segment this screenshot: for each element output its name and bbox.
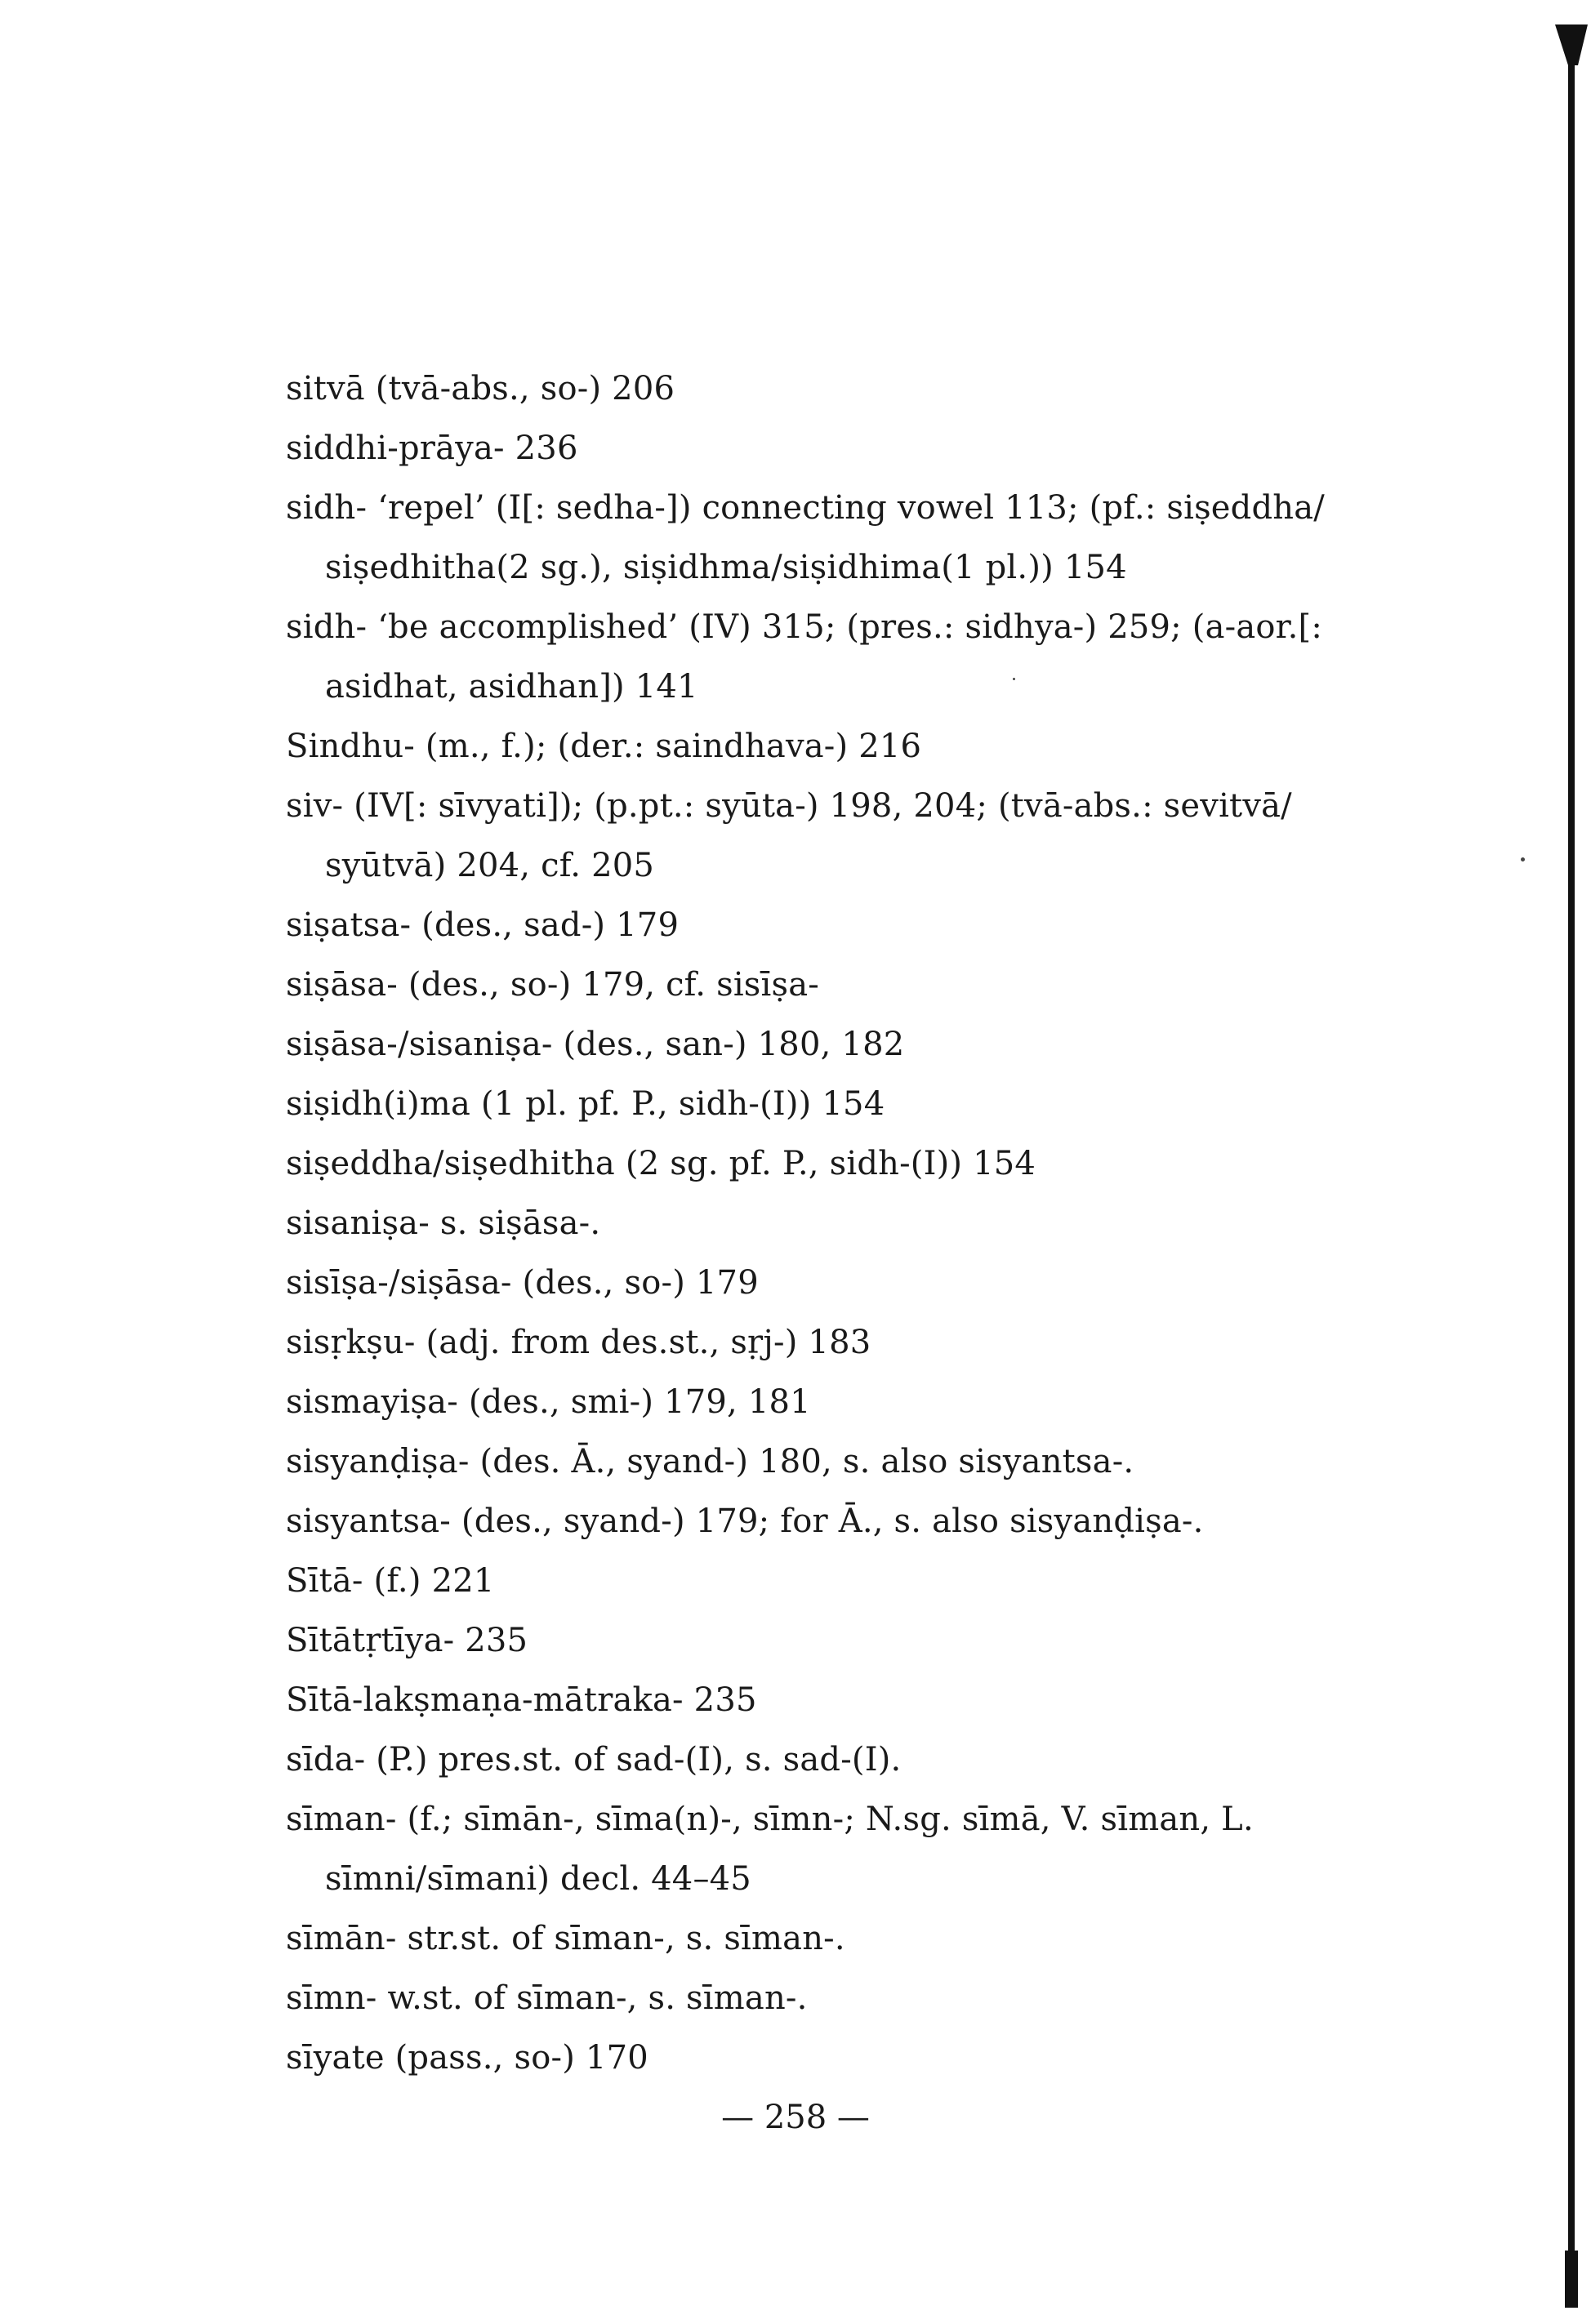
index-entry-text: sisyanḍiṣa- (des. Ā., syand-) 180, s. also sisyantsa-. <box>286 1443 1134 1480</box>
index-entry-text: sisṛkṣu- (adj. from des.st., sṛj-) 183 <box>286 1324 871 1361</box>
index-entry-text: Sītā-lakṣmaṇa-mātraka- 235 <box>286 1681 757 1719</box>
index-entry <box>286 1909 1413 1969</box>
index-entry <box>286 1194 1413 1253</box>
index-entry-text: Sindhu- (m., f.); (der.: saindhava-) 216 <box>286 728 922 765</box>
index-entry <box>286 1313 1413 1373</box>
index-entry <box>286 1432 1413 1492</box>
index-entry <box>286 479 1413 598</box>
index-entry-text: siv- (IV[: sīvyati]); (p.pt.: syūta-) 198, 204; (tvā-abs.: sevitvā/ <box>286 787 1292 825</box>
index-entry <box>286 1015 1413 1075</box>
index-entry-text: Sītātṛtīya- 235 <box>286 1622 528 1659</box>
index-entry <box>286 1373 1413 1432</box>
index-entry-text: siṣeddha/siṣedhitha (2 sg. pf. P., sidh-(I)) 154 <box>286 1145 1036 1182</box>
index-entry-text: sismayiṣa- (des., smi-) 179, 181 <box>286 1383 811 1421</box>
index-entry-text: sīmn- w.st. of sīman-, s. sīman-. <box>286 1979 808 2017</box>
index-entry <box>286 1969 1413 2028</box>
index-entry <box>286 1492 1413 1552</box>
index-entry <box>286 2028 1413 2088</box>
index-entry <box>286 896 1413 955</box>
index-entry-text: sīmān- str.st. of sīman-, s. sīman-. <box>286 1920 845 1957</box>
index-entry <box>286 1790 1413 1909</box>
index-entry <box>286 1552 1413 1611</box>
index-entry <box>286 1134 1413 1194</box>
index-entry <box>286 717 1413 777</box>
index-entry-text: sisīṣa-/siṣāsa- (des., so-) 179 <box>286 1264 759 1302</box>
index-entry-text: Sītā- (f.) 221 <box>286 1562 495 1600</box>
index-entry-text: sisaniṣa- s. siṣāsa-. <box>286 1204 601 1242</box>
page-edge-binding <box>1555 0 1591 2324</box>
edge-bar-line <box>1568 33 1575 2303</box>
scan-speck <box>1013 678 1015 680</box>
index-entry <box>286 1075 1413 1134</box>
edge-bar-foot <box>1565 2251 1578 2308</box>
index-entry-continuation: siṣedhitha(2 sg.), siṣidhma/siṣidhima(1 pl.)) 154 <box>325 549 1127 586</box>
index-entry <box>286 419 1413 479</box>
index-entry-text: sidh- ‘repel’ (I[: sedha-]) connecting vowel 113; (pf.: siṣeddha/ <box>286 489 1325 527</box>
index-entry <box>286 1253 1413 1313</box>
index-entry-text: siṣidh(i)ma (1 pl. pf. P., sidh-(I)) 154 <box>286 1085 885 1123</box>
index-entry-text: sidh- ‘be accomplished’ (IV) 315; (pres.: sidhya-) 259; (a-aor.[: <box>286 608 1322 646</box>
index-entry-text: sīman- (f.; sīmān-, sīma(n)-, sīmn-; N.sg. sīmā, V. sīman, L. <box>286 1801 1254 1838</box>
index-entry-text: sīyate (pass., so-) 170 <box>286 2039 648 2077</box>
index-entry <box>286 955 1413 1015</box>
index-entry <box>286 359 1413 419</box>
index-entry-text: siddhi-prāya- 236 <box>286 430 578 467</box>
index-entry-text: sitvā (tvā-abs., so-) 206 <box>286 370 675 407</box>
page-number: — 258 — <box>721 2099 870 2136</box>
index-entry-text: siṣatsa- (des., sad-) 179 <box>286 906 680 944</box>
index-entry <box>286 777 1413 896</box>
index-entry-continuation: asidhat, asidhan]) 141 <box>325 668 698 706</box>
index-entry-continuation: sīmni/sīmani) decl. 44–45 <box>325 1860 751 1898</box>
index-entry-text: sisyantsa- (des., syand-) 179; for Ā., s. also sisyanḍiṣa-. <box>286 1503 1204 1540</box>
index-entry-text: siṣāsa- (des., so-) 179, cf. sisīṣa- <box>286 966 820 1004</box>
index-entry-list <box>286 359 1413 2088</box>
scan-speck <box>1521 857 1525 861</box>
index-entry <box>286 598 1413 717</box>
index-entry-continuation: syūtvā) 204, cf. 205 <box>325 847 655 884</box>
index-entry <box>286 1611 1413 1671</box>
index-entry-text: siṣāsa-/sisaniṣa- (des., san-) 180, 182 <box>286 1026 905 1063</box>
index-entry-text: sīda- (P.) pres.st. of sad-(I), s. sad-(I). <box>286 1741 902 1779</box>
index-entry <box>286 1730 1413 1790</box>
index-entry <box>286 1671 1413 1730</box>
